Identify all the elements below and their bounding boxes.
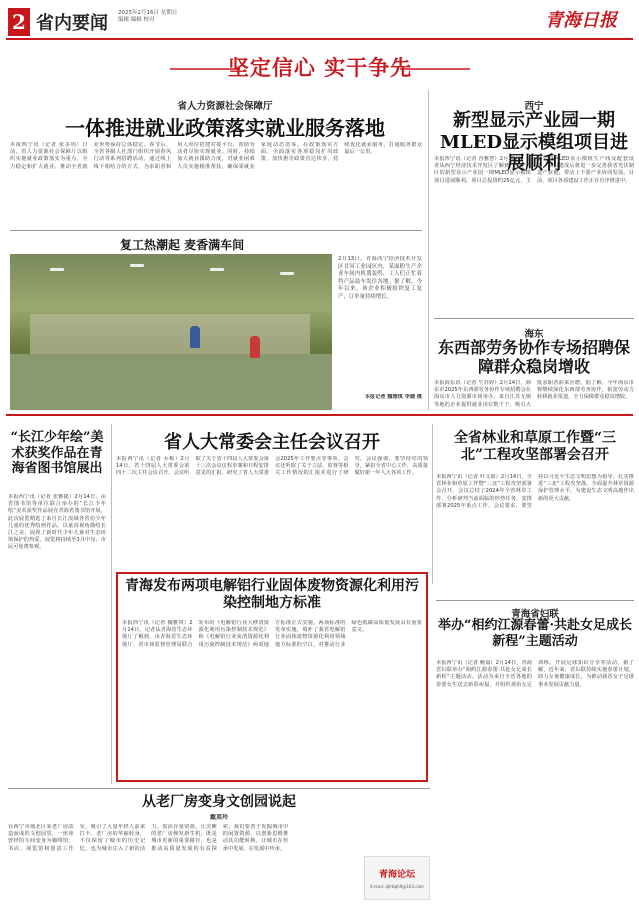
divider — [8, 788, 430, 789]
feature-body: 本报西宁讯（记者 魏雅琪）2月14日，记者从青海省生态环境厅了解到，由青海省生态环境厅、省市场监督管理局联合发布的《电解铝行业大修渣资源化利用污染控制技术规范》和《电解铝行业炭渣资源化利用污染控制技术规范》两项地方标准正式实施。两项标准的发布实施，填补了我省电解铝行业固体废物资源化利用领域地方标准的空白，对推动行业绿色低碳高质量发展具有重要意义。 — [122, 620, 422, 648]
lead-body: 本报西宁讯（记者 张多钧）日前，省人力资源社会保障厅以组织实施就业政策落实为重点，全力稳定和扩大就业，推动全省就业形势保持总体稳定。春节后，全省各级人社部门组织开展春风行动等系列招聘活动，通过线上线下相结合的方式，为求职者和用人单位搭建对接平台，帮助劳动者尽快实现就业。同时，持续加大就业援助力度，对就业困难人员实施精准帮扶，确保零就业家庭动态清零。在政策落实方面，全面落实各项稳岗扩岗政策，加快惠企政策直达快享，持续优化就业服务，打通服务群众最后一公里。 — [10, 142, 422, 170]
divider — [10, 230, 422, 231]
photo-credit: 本报记者 魏雅琪 李婕 摄 — [364, 394, 422, 400]
lead-headline: 一体推进就业政策落实就业服务落地 — [65, 116, 385, 140]
editor-line: 编辑 编辑 校对 — [118, 17, 155, 23]
factory-photo — [10, 254, 332, 410]
feature-headline: 青海发布两项电解铝行业固体废物资源化利用污染控制地方标准 — [125, 578, 419, 611]
banner-text: 坚定信心 实干争先 — [227, 55, 413, 80]
masthead-date — [118, 10, 238, 24]
xining-body: 本报西宁讯（记者 谷雅慧）2月13日，记者从西宁经济技术开发区了解到，位于该区的新型显示产业园一期MLED显示模组项目进展顺利。项目总投资约25亿元，主要建设MLED显示模组生产线及配套设施，项目建成后将进一步完善我省光伏制造产业链，带动上下游产业协同发展。目前，项目各项建设工作正在有序推进中。 — [434, 156, 634, 184]
haidong-headline: 东西部劳务协作专场招聘保障群众稳岗增收 — [437, 338, 630, 377]
divider — [434, 318, 634, 319]
column-divider — [432, 424, 433, 584]
haidong-body: 本报海东讯（记者 牛苏婷）2月14日，海东市2025年东西部劳务协作专场招聘会在海东市人力资源市场举办，来自江苏无锡等地的企业提供就业岗位数千个，吸引大批求职者前来应聘。据了解，今年海东市将继续深化东西部劳务协作，拓宽劳动力转移就业渠道，全力保障群众稳岗增收。 — [434, 380, 634, 408]
newspaper-logo: 青海日报 — [545, 10, 617, 31]
haixi-headline: 举办“相约江源春蕾·共赴女足成长新程”主题活动 — [437, 618, 632, 649]
haixi-body: 本报西宁讯（记者 鲍嘉）2月14日，青海省妇联举办“相约江源春蕾·共赴女足成长新程”主题活动。活动为来自全省各地的春蕾女生送去新春祝福，并组织观看女足训练、开展足球知识分享等活动。据了解，近年来，省妇联持续实施春蕾计划，助力女童健康成长，为推动我省女子足球事业发展贡献力量。 — [436, 660, 634, 688]
npc-body: 本报西宁讯（记者 乔栋）2月14日，省十四届人大常委会第四十二次主任会议召开。会议听取了关于省十四届人大常委会第十三次会议议程草案和日程安排意见的汇报，研究了省人大常委会2025年工作要点等事项。会议还听取了关于立法、监督等相关工作情况的汇报并进行了研究。会议强调，要坚持党的领导，紧扣全省中心工作，高质量做好新一年人大各项工作。 — [116, 456, 428, 477]
culture-headline: “长江少年绘”美术获奖作品在青海省图书馆展出 — [10, 430, 104, 477]
forestry-headline: 全省林业和草原工作暨“三北”工程攻坚部署会召开 — [453, 430, 617, 463]
column-body: 在西宁市城北区某老厂房改造而成的文创园里，一座座曾经的车间变身为咖啡馆、书店、展览馆和创意工作室，吸引了大量年轻人前来打卡。老厂房的华丽转身，不仅保留了城市的历史记忆，也为城市注入了新的活力。盘活存量资源，让沉睡的老厂房焕发新生机，既是城市更新的重要路径，也是推动高质量发展的有益探索。我们要善于发掘城市中的闲置资源，以创新思维推动其功能转换，让城市在传承中发展、在发展中传承。 — [8, 824, 289, 852]
divider — [436, 600, 634, 601]
culture-body: 本报西宁讯（记者 张雅捷）2月14日，由省图书馆等单位联合举办的“长江少年绘”美术获奖作品展在青海省图书馆开展。此次展览精选了来自长江流域各省份少年儿童的优秀绘画作品，以童真视角描绘长江之美，展现了新时代少年儿童对生态环境保护的热爱。展览将持续至3月中旬，市民可免费参观。 — [8, 494, 106, 551]
section-title: 省内要闻 — [36, 13, 108, 34]
forestry-body: 本报西宁讯（记者 叶文娟）2月14日，全省林业和草原工作暨“三北”工程攻坚部署会召开。会议总结了2024年全省林草工作，分析研判当前面临的形势任务，安排部署2025年重点工作。会议要求，要坚持以习近平生态文明思想为指导，扎实推进“三北”工程攻坚战，全面提升林草资源保护管理水平，为建设生态文明高地作出新的更大贡献。 — [436, 474, 634, 509]
column-divider — [111, 424, 112, 784]
forum-label: 青海论坛 — [378, 870, 415, 880]
column-author: 戴莫玲 — [209, 814, 228, 821]
page-number: 2 — [8, 8, 30, 36]
masthead-rule — [6, 38, 633, 40]
date-line: 2025年2月16日 星期日 — [118, 10, 178, 16]
forum-email: E-mail: qhrbqhlt@163.com — [370, 884, 424, 889]
forum-badge — [364, 856, 430, 900]
lead-kicker: 省人力资源社会保障厅 — [177, 101, 273, 112]
section-rule — [6, 414, 633, 416]
haidong-kicker: 海东 — [524, 329, 544, 340]
haixi-kicker: 青海省妇联 — [511, 609, 559, 620]
xining-headline: 新型显示产业园一期MLED显示模组项目进展顺利 — [440, 110, 628, 175]
column-headline: 从老厂房变身文创园说起 — [142, 794, 296, 810]
photo-title: 复工热潮起 麦香满车间 — [120, 238, 245, 252]
theme-banner — [150, 52, 490, 82]
photo-caption: 2月13日，青海西宁经济技术开发区甘河工业园区内，某面粉生产企业车间内机器轰鸣，工人们正忙着将产品装车发往各地。据了解，今年以来，该企业积极组织复工复产，订单量持续增长。 — [338, 256, 422, 300]
npc-headline: 省人大常委会主任会议召开 — [164, 432, 380, 453]
xining-kicker: 西宁 — [524, 101, 544, 112]
column-divider — [428, 90, 429, 410]
